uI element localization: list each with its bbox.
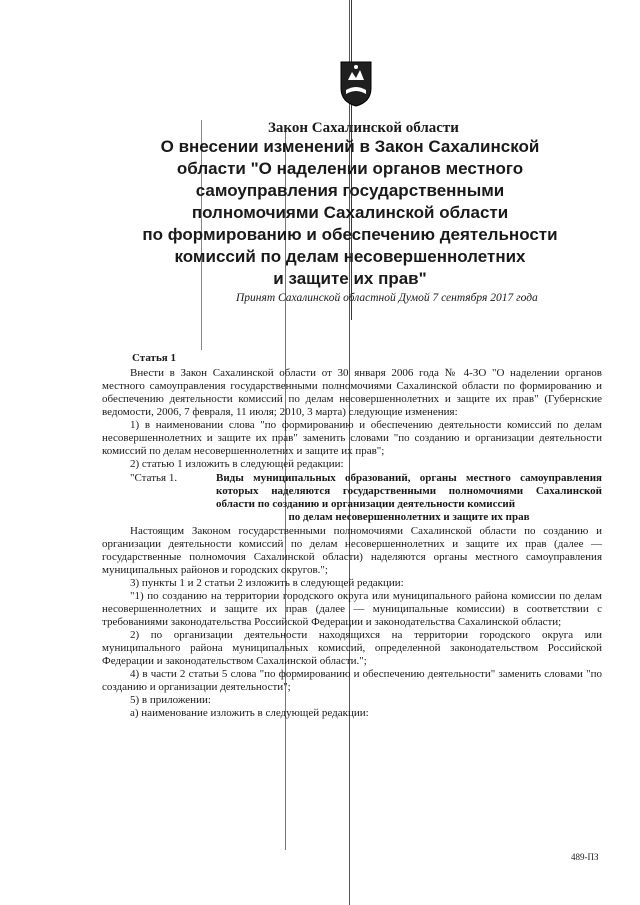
amendment-item-5a: а) наименование изложить в следующей редакции: — [130, 707, 369, 719]
amendment-item-5: 5) в приложении: — [130, 694, 211, 706]
law-title: Закон Сахалинской области — [268, 120, 459, 136]
adoption-note: Принят Сахалинской областной Думой 7 сентября 2017 года — [236, 292, 538, 304]
law-body — [102, 352, 602, 720]
quoted-article-title — [216, 472, 602, 524]
heading-line: по формированию и обеспечению деятельности — [142, 225, 558, 244]
law-heading — [140, 136, 560, 290]
amendment-item-3-1: "1) по созданию на территории городского округа или муниципального района комиссии по делам несовершеннолетних и защите их прав (далее — муниципальные комиссии) в соответствии с требованиями законодательства Российской Федерации и законодательства Сахалинской области; — [102, 590, 602, 628]
heading-line: О внесении изменений в Закон Сахалинской — [160, 137, 540, 156]
quoted-article-title-main: Виды муниципальных образований, органы местного самоуправления которых наделяются государственными полномочиями Сахалинской области по созданию и организации деятельности комиссий — [216, 472, 602, 510]
amendment-item-4: 4) в части 2 статьи 5 слова "по формированию и обеспечению деятельности" заменить словами "по созданию и организации деятельности"; — [102, 668, 602, 693]
amendment-item-2: 2) статью 1 изложить в следующей редакции: — [130, 458, 344, 470]
coat-of-arms-icon — [338, 58, 374, 108]
heading-line: полномочиями Сахалинской области — [191, 203, 509, 222]
article-title: Статья 1 — [132, 352, 176, 364]
heading-line: комиссий по делам несовершеннолетних — [174, 247, 526, 266]
quoted-article-label: "Статья 1. — [130, 472, 178, 484]
heading-line: самоуправления государственными — [195, 181, 505, 200]
document-code: 489-ПЗ — [571, 852, 599, 862]
quoted-article-heading — [102, 472, 602, 524]
quoted-article-title-last: по делам несовершеннолетних и защите их прав — [288, 511, 530, 523]
amendment-item-3-2: 2) по организации деятельности находящихся на территории городского округа или муниципального района муниципальных комиссий, определенной законодательством Российской Федерации и законодательством Сахалинской области."; — [102, 629, 602, 667]
heading-line: области "О наделении органов местного — [176, 159, 524, 178]
amendment-item-1: 1) в наименовании слова "по формированию и обеспечению деятельности комиссий по делам несовершеннолетних и защите их прав" заменить словами "по созданию и организации деятельности комиссий по делам несовершеннолетних и защите их прав"; — [102, 419, 602, 457]
amendment-item-3: 3) пункты 1 и 2 статьи 2 изложить в следующей редакции: — [130, 577, 404, 589]
heading-line: и защите их прав" — [273, 269, 427, 288]
article-intro: Внести в Закон Сахалинской области от 30 января 2006 года № 4-ЗО "О наделении органов местного самоуправления государственными полномочиями Сахалинской области по формированию и обеспечению деятельности комиссий по делам несовершеннолетних и защите их прав" (Губернские ведомости, 2006, 7 февраля, 11 июля; 2010, 3 марта) следующие изменения: — [102, 367, 602, 418]
quoted-article-text: Настоящим Законом государственными полномочиями Сахалинской области по созданию и организации деятельности комиссий по делам несовершеннолетних и защите их прав (далее — государственные полномочия Сахалинской области) наделяются органы местного самоуправления муниципальных районов и городских округов."; — [102, 525, 602, 576]
